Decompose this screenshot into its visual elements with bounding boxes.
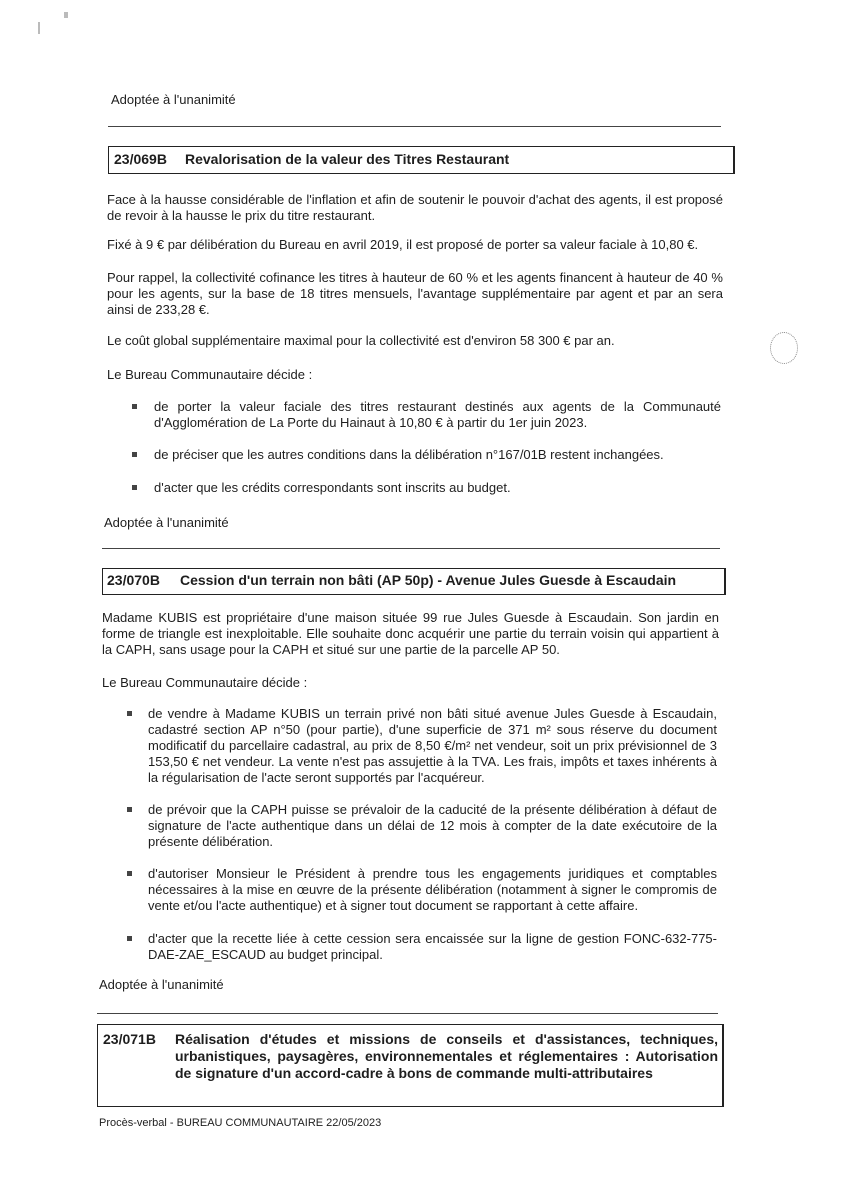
scan-mark	[38, 22, 40, 34]
divider	[97, 1013, 718, 1014]
divider	[102, 548, 720, 549]
bullet-marker	[127, 936, 132, 941]
section-title: Revalorisation de la valeur des Titres Restaurant	[185, 151, 510, 167]
bullet-marker	[132, 485, 137, 490]
page-footer: Procès-verbal - BUREAU COMMUNAUTAIRE 22/05/2023	[99, 1117, 382, 1129]
bullet-text: de porter la valeur faciale des titres restaurant destinés aux agents de la Communauté d'Agglomération de La Porte du Hainaut à 10,80 € à partir du 1er juin 2023.	[154, 399, 721, 430]
section-number: 23/069B	[114, 151, 167, 167]
bullet-text: de vendre à Madame KUBIS un terrain privé non bâti situé avenue Jules Guesde à Escaudain, cadastré section AP n°50 (pour partie), d'une superficie de 371 m² sous réserve du document modificatif du parcellaire cadastral, au prix de 8,50 €/m² net vendeur, soit un prix prévisionnel de 3 153,50 € net vendeur. La vente n'est pas assujettie à la TVA. Les frais, impôts et taxes inhérents à la régularisation de l'acte seront supportés par l'acquéreur.	[148, 706, 717, 785]
paragraph: Pour rappel, la collectivité cofinance les titres à hauteur de 60 % et les agents financent à hauteur de 40 % pour les agents, sur la base de 18 titres mensuels, l'avantage supplémentaire par agent et par an sera ainsi de 233,28 €.	[107, 270, 723, 317]
paragraph: Le coût global supplémentaire maximal pour la collectivité est d'environ 58 300 € par an.	[107, 333, 615, 348]
divider	[108, 126, 721, 127]
bullet-marker	[132, 404, 137, 409]
bullet-text: d'autoriser Monsieur le Président à prendre tous les engagements juridiques et comptables nécessaires à la mise en œuvre de la présente délibération (notamment à signer le compromis de vente et/ou l'acte authentique) et à signer tout document se rapportant à cette affaire.	[148, 866, 717, 913]
scan-mark	[64, 12, 68, 18]
bullet-marker	[132, 452, 137, 457]
paragraph: Madame KUBIS est propriétaire d'une maison située 99 rue Jules Guesde à Escaudain. Son jardin en forme de triangle est inexploitable. Elle souhaite donc acquérir une partie du terrain voisin qui appartient à la CAPH, sans usage pour la CAPH et situé sur une partie de la parcelle AP 50.	[102, 610, 719, 657]
section-title: Réalisation d'études et missions de conseils et d'assistances, techniques, urbanistiques, paysagères, environnementales et réglementaires : Autorisation de signature d'un accord-cadre à bons de commande multi-attributaires	[175, 1031, 718, 1081]
bullet-text: de prévoir que la CAPH puisse se prévaloir de la caducité de la présente délibération à défaut de signature de l'acte authentique dans un délai de 12 mois à compter de la date exécutoire de la présente délibération.	[148, 802, 717, 849]
adopted-note: Adoptée à l'unanimité	[99, 977, 224, 992]
paragraph: Le Bureau Communautaire décide :	[102, 675, 308, 690]
bullet-text: d'acter que les crédits correspondants sont inscrits au budget.	[154, 480, 511, 495]
stamp-seal	[770, 332, 798, 364]
bullet-marker	[127, 807, 132, 812]
section-number: 23/070B	[107, 572, 160, 588]
section-title: Cession d'un terrain non bâti (AP 50p) - Avenue Jules Guesde à Escaudain	[180, 572, 677, 588]
paragraph: Fixé à 9 € par délibération du Bureau en avril 2019, il est proposé de porter sa valeur faciale à 10,80 €.	[107, 237, 699, 252]
adopted-note: Adoptée à l'unanimité	[104, 515, 229, 530]
bullet-marker	[127, 871, 132, 876]
bullet-text: de préciser que les autres conditions dans la délibération n°167/01B restent inchangées.	[154, 447, 664, 462]
paragraph: Le Bureau Communautaire décide :	[107, 367, 313, 382]
section-number: 23/071B	[103, 1031, 156, 1047]
paragraph: Face à la hausse considérable de l'inflation et afin de soutenir le pouvoir d'achat des agents, il est proposé de revoir à la hausse le prix du titre restaurant.	[107, 192, 723, 223]
adopted-note: Adoptée à l'unanimité	[111, 92, 236, 107]
bullet-text: d'acter que la recette liée à cette cession sera encaissée sur la ligne de gestion FONC-632-775-DAE-ZAE_ESCAUD au budget principal.	[148, 931, 717, 962]
bullet-marker	[127, 711, 132, 716]
